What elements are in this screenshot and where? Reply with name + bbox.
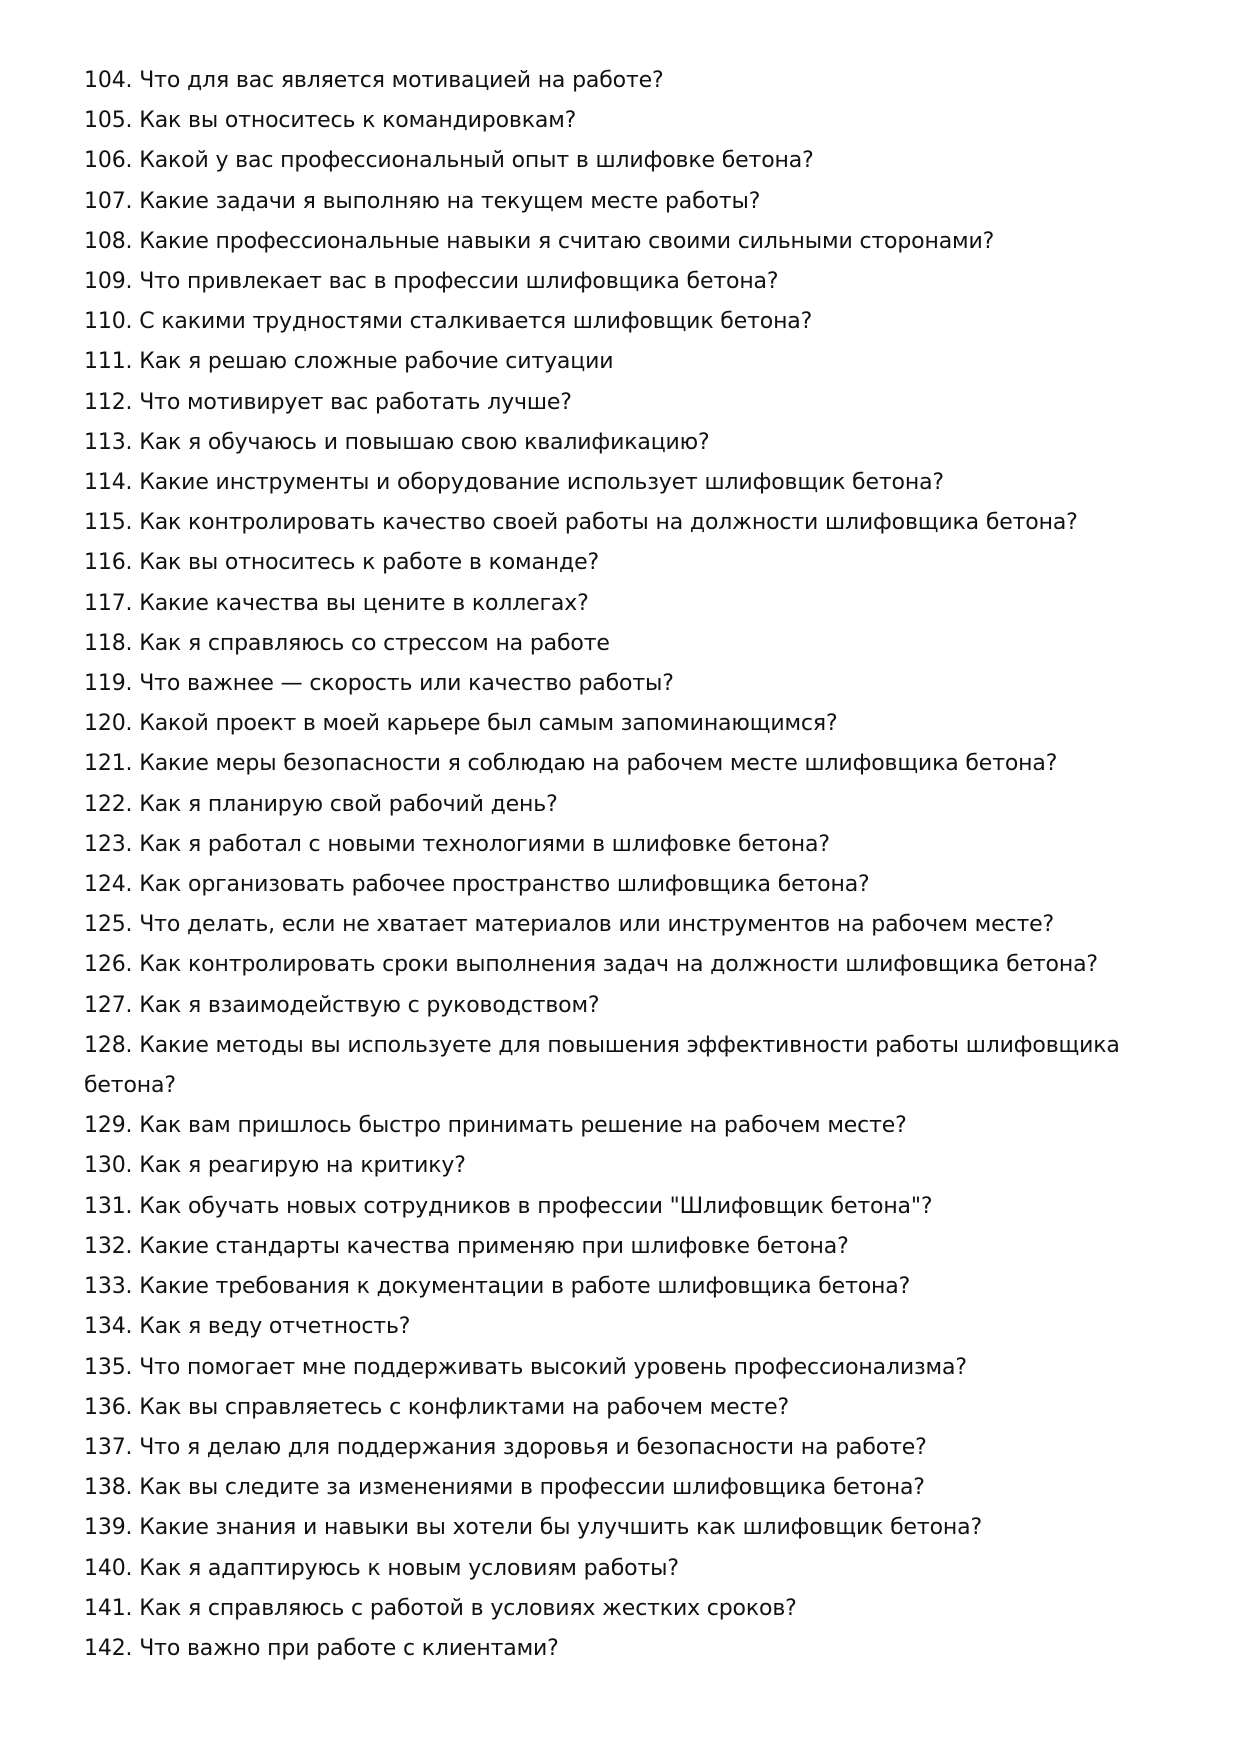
question-item: 117. Какие качества вы цените в коллегах? [84,590,589,616]
question-item: 139. Какие знания и навыки вы хотели бы улучшить как шлифовщик бетона? [84,1515,982,1541]
question-item: 104. Что для вас является мотивацией на работе? [84,68,664,93]
question-item: 140. Как я адаптируюсь к новым условиям работы? [84,1555,679,1581]
question-item: 115. Как контролировать качество своей работы на должности шлифовщика бетона? [84,510,1078,536]
question-item: 136. Как вы справляетесь с конфликтами на рабочем месте? [84,1394,789,1420]
question-list [84,61,1164,1669]
question-item: 113. Как я обучаюсь и повышаю свою квалификацию? [84,429,710,455]
question-item: 120. Какой проект в моей карьере был самым запоминающимся? [84,711,838,737]
question-item: 112. Что мотивирует вас работать лучше? [84,389,572,415]
question-item: 129. Как вам пришлось быстро принимать решение на рабочем месте? [84,1113,907,1139]
question-item: 108. Какие профессиональные навыки я считаю своими сильными сторонами? [84,228,995,254]
question-item: 105. Как вы относитесь к командировкам? [84,108,577,134]
question-item: 134. Как я веду отчетность? [84,1314,411,1340]
question-item: 127. Как я взаимодействую с руководством? [84,992,600,1018]
question-item: 107. Какие задачи я выполняю на текущем месте работы? [84,188,761,214]
question-item: 116. Как вы относитесь к работе в команде? [84,550,599,576]
question-item: 111. Как я решаю сложные рабочие ситуации [84,349,614,375]
question-item: 122. Как я планирую свой рабочий день? [84,791,558,817]
question-item: 123. Как я работал с новыми технологиями в шлифовке бетона? [84,831,830,857]
question-item: 110. С какими трудностями сталкивается шлифовщик бетона? [84,309,813,335]
question-item: 121. Какие меры безопасности я соблюдаю на рабочем месте шлифовщика бетона? [84,751,1058,777]
question-item: 131. Как обучать новых сотрудников в профессии "Шлифовщик бетона"? [84,1193,933,1219]
question-item: 119. Что важнее — скорость или качество работы? [84,671,674,697]
question-item: 118. Как я справляюсь со стрессом на работе [84,630,610,656]
question-item: 142. Что важно при работе с клиентами? [84,1635,559,1661]
question-item: 126. Как контролировать сроки выполнения задач на должности шлифовщика бетона? [84,952,1098,978]
question-item: 114. Какие инструменты и оборудование использует шлифовщик бетона? [84,470,944,496]
question-item: 133. Какие требования к документации в работе шлифовщика бетона? [84,1274,911,1300]
document-page [84,61,1164,1669]
question-item: 132. Какие стандарты качества применяю при шлифовке бетона? [84,1233,849,1259]
question-item: 135. Что помогает мне поддерживать высокий уровень профессионализма? [84,1354,967,1380]
question-item: 125. Что делать, если не хватает материалов или инструментов на рабочем месте? [84,912,1055,938]
question-item: 106. Какой у вас профессиональный опыт в шлифовке бетона? [84,148,814,174]
question-item: 109. Что привлекает вас в профессии шлифовщика бетона? [84,269,779,295]
question-item: 138. Как вы следите за изменениями в профессии шлифовщика бетона? [84,1475,925,1501]
question-item: 141. Как я справляюсь с работой в условиях жестких сроков? [84,1595,797,1621]
question-item: 124. Как организовать рабочее пространство шлифовщика бетона? [84,872,870,898]
question-item: 137. Что я делаю для поддержания здоровья и безопасности на работе? [84,1434,927,1460]
question-item: 130. Как я реагирую на критику? [84,1153,466,1179]
question-item: 128. Какие методы вы используете для повышения эффективности работы шлифовщика бетона? [84,1032,1120,1099]
